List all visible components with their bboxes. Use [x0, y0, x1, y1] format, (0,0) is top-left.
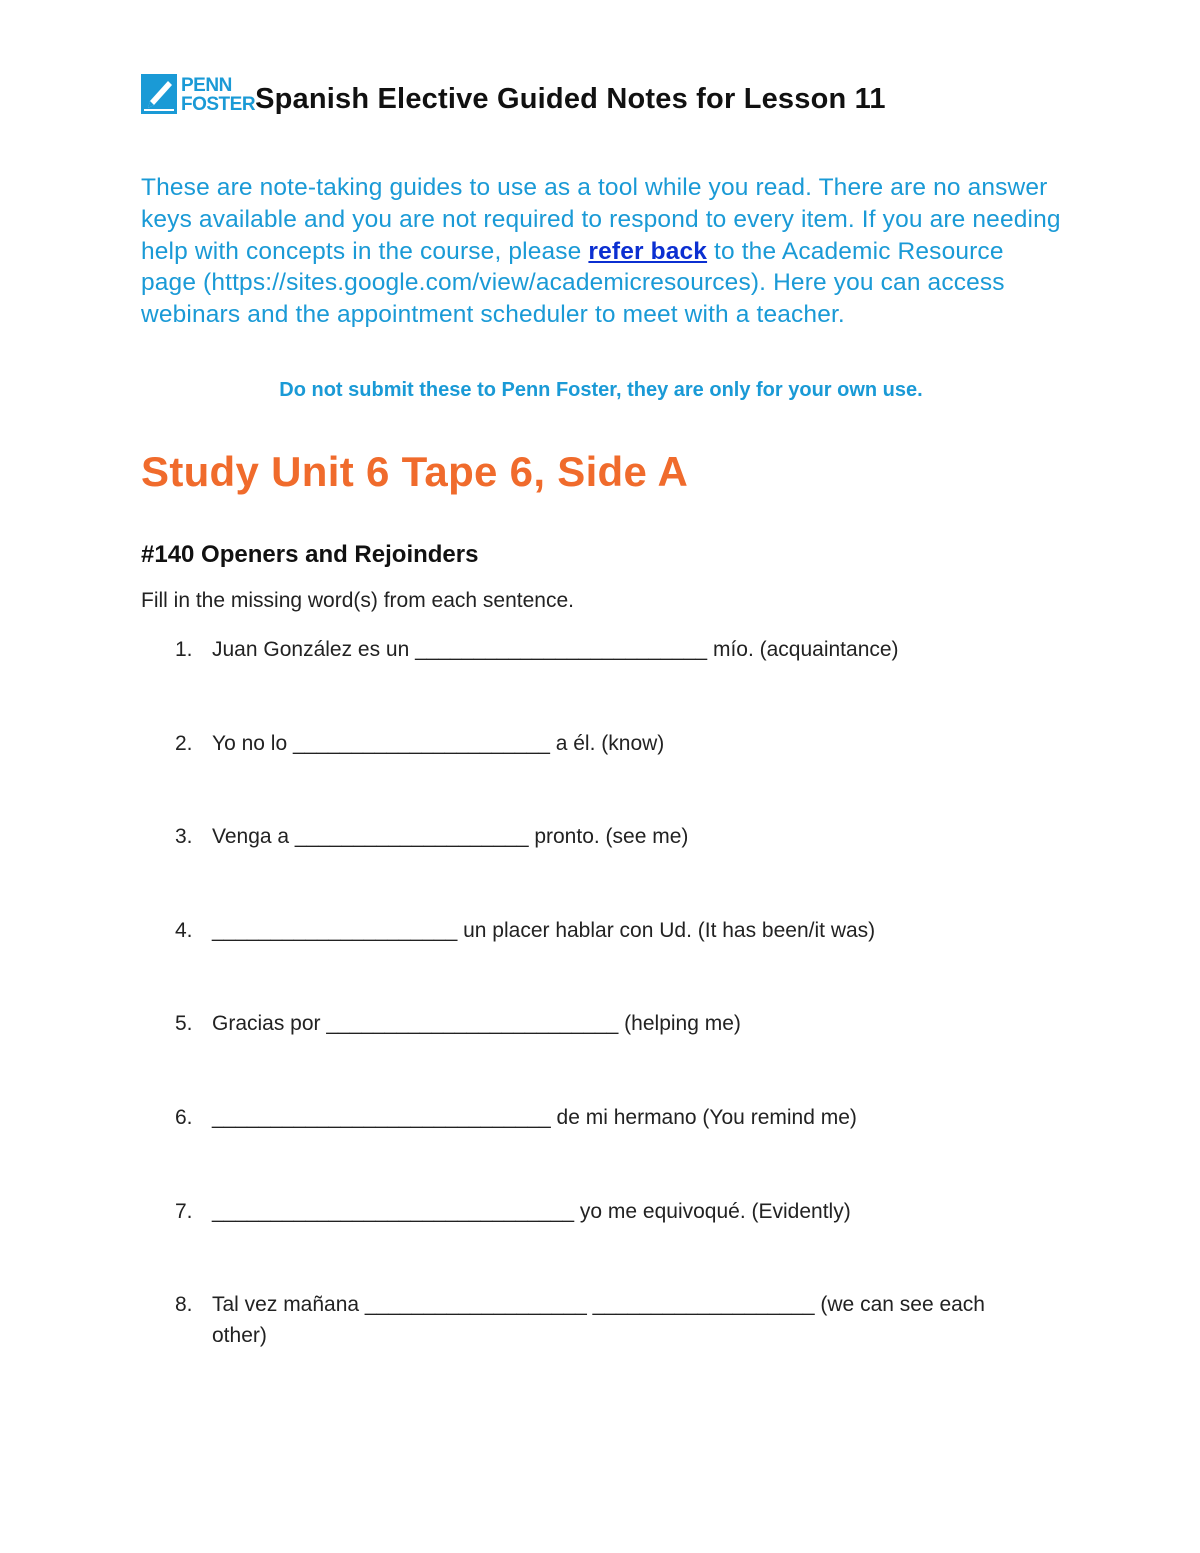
question-number: 2.	[175, 731, 193, 755]
logo-wordmark	[181, 77, 255, 114]
question-item	[141, 915, 1041, 1009]
intro-paragraph	[141, 172, 1061, 331]
question-text: Venga a ____________________ pronto. (see me)	[212, 825, 689, 849]
question-text: Gracias por _________________________ (helping me)	[212, 1012, 741, 1036]
intro-text-before-link: These are note-taking guides to use as a tool while you read. There are no answer keys available and you are not required to respond to every item. If you are needing help with concepts in the course, please	[141, 174, 1061, 265]
refer-back-link[interactable]: refer back	[588, 237, 708, 265]
question-text: Tal vez mañana ___________________ ___________________ (we can see each other)	[212, 1293, 991, 1348]
question-text: _____________________________ de mi hermano (You remind me)	[212, 1105, 857, 1129]
question-text: _____________________ un placer hablar con Ud. (It has been/it was)	[212, 918, 876, 942]
question-number: 8.	[175, 1293, 193, 1317]
question-text: _______________________________ yo me equivoqué. (Evidently)	[212, 1199, 851, 1223]
pen-logo-icon	[141, 74, 177, 114]
question-list	[141, 634, 1041, 1383]
question-number: 5.	[175, 1012, 193, 1036]
question-number: 1.	[175, 638, 193, 661]
document-title: Spanish Elective Guided Notes for Lesson 11	[255, 83, 886, 115]
logo-line-2: FOSTER	[181, 94, 256, 115]
instructions-text: Fill in the missing word(s) from each sentence.	[141, 589, 574, 612]
question-number: 4.	[175, 918, 193, 942]
question-number: 3.	[175, 825, 193, 849]
document-header	[141, 70, 886, 114]
unit-heading: Study Unit 6 Tape 6, Side A	[141, 448, 689, 495]
question-text: Yo no lo ______________________ a él. (know)	[212, 731, 665, 755]
question-item	[141, 728, 1041, 822]
question-item	[141, 1008, 1041, 1102]
question-item	[141, 1102, 1041, 1196]
question-text: Juan González es un _________________________ mío. (acquaintance)	[212, 638, 899, 661]
intro-text-after-link: to the Academic Resource page (https://sites.google.com/view/academicresources). Here you can access webinars and the appointment scheduler to meet with a teacher.	[141, 237, 1005, 329]
section-subheading: #140 Openers and Rejoinders	[141, 541, 479, 568]
question-number: 7.	[175, 1199, 193, 1223]
question-number: 6.	[175, 1105, 193, 1129]
question-item	[141, 1196, 1041, 1290]
question-item	[141, 634, 1041, 728]
penn-foster-logo	[141, 74, 255, 114]
question-item	[141, 1289, 1041, 1383]
submission-notice: Do not submit these to Penn Foster, they are only for your own use.	[279, 379, 923, 401]
question-item	[141, 821, 1041, 915]
logo-line-1: PENN	[181, 75, 232, 96]
